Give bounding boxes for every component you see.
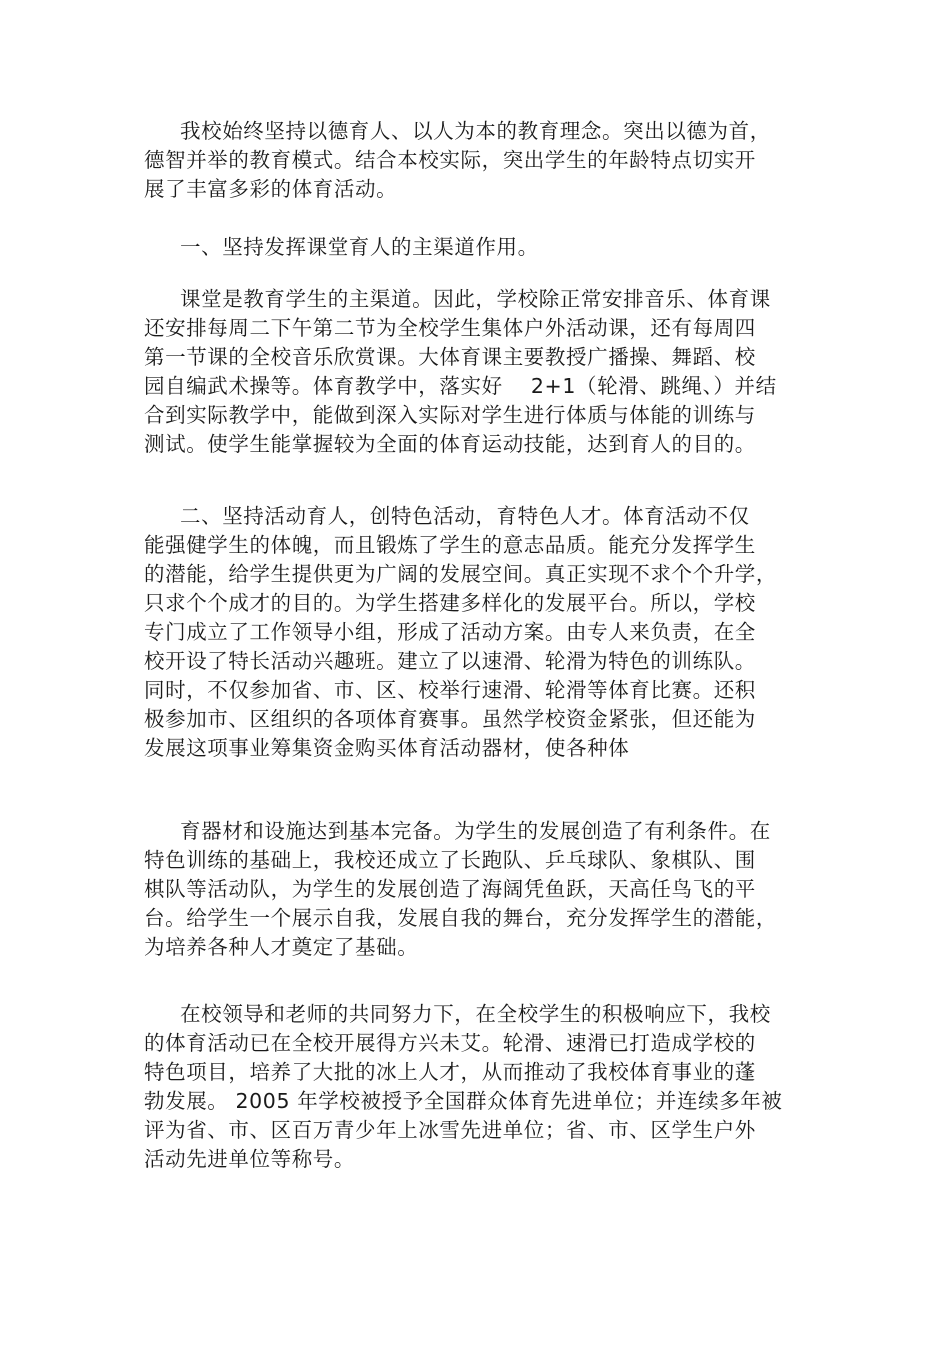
- text-line: 活动先进单位等称号。: [144, 1147, 355, 1171]
- text-line: 的潜能，给学生提供更为广阔的发展空间。真正实现不求个个升学，: [144, 562, 777, 586]
- text-line: 在校领导和老师的共同努力下，在全校学生的积极响应下，我校: [180, 1002, 771, 1026]
- text-line: 我校始终坚持以德育人、以人为本的教育理念。突出以德为首，: [180, 119, 771, 143]
- text-line: 发展这项事业筹集资金购买体育活动器材，使各种体: [144, 736, 630, 760]
- text-line: 课堂是教育学生的主渠道。因此，学校除正常安排音乐、体育课: [180, 287, 771, 311]
- text-line: 校开设了特长活动兴趣班。建立了以速滑、轮滑为特色的训练队。: [144, 649, 756, 673]
- text-line: 德智并举的教育模式。结合本校实际，突出学生的年龄特点切实开: [144, 148, 756, 172]
- text-line: 为培养各种人才奠定了基础。: [144, 935, 419, 959]
- text-line: 展了丰富多彩的体育活动。: [144, 177, 398, 201]
- paragraph-achievements: [144, 1000, 783, 1174]
- text-line: 测试。使学生能掌握较为全面的体育运动技能，达到育人的目的。: [144, 432, 756, 456]
- text-line: 第一节课的全校音乐欣赏课。大体育课主要教授广播操、舞蹈、校: [144, 345, 756, 369]
- paragraph-classroom: [144, 285, 777, 459]
- text-line: 特色训练的基础上，我校还成立了长跑队、乒乓球队、象棋队、围: [144, 848, 756, 872]
- text-line: 一、坚持发挥课堂育人的主渠道作用。: [180, 235, 539, 259]
- text-line: 专门成立了工作领导小组，形成了活动方案。由专人来负责，在全: [144, 620, 756, 644]
- section-heading-1: [144, 233, 539, 262]
- text-line: 只求个个成才的目的。为学生搭建多样化的发展平台。所以，学校: [144, 591, 756, 615]
- text-line: 合到实际教学中，能做到深入实际对学生进行体质与体能的训练与: [144, 403, 756, 427]
- text-line: 园自编武术操等。体育教学中，落实好 2+1（轮滑、跳绳、）并结: [144, 374, 777, 398]
- text-line: 育器材和设施达到基本完备。为学生的发展创造了有利条件。在: [180, 819, 771, 843]
- text-line: 极参加市、区组织的各项体育赛事。虽然学校资金紧张，但还能为: [144, 707, 756, 731]
- text-line: 勃发展。 2005 年学校被授予全国群众体育先进单位；并连续多年被: [144, 1089, 783, 1113]
- text-line: 特色项目，培养了大批的冰上人才，从而推动了我校体育事业的蓬: [144, 1060, 756, 1084]
- text-line: 能强健学生的体魄，而且锻炼了学生的意志品质。能充分发挥学生: [144, 533, 756, 557]
- text-line: 还安排每周二下午第二节为全校学生集体户外活动课，还有每周四: [144, 316, 756, 340]
- text-line: 棋队等活动队，为学生的发展创造了海阔凭鱼跃，天高任鸟飞的平: [144, 877, 756, 901]
- paragraph-intro: [144, 117, 771, 204]
- text-line: 评为省、市、区百万青少年上冰雪先进单位；省、市、区学生户外: [144, 1118, 756, 1142]
- text-line: 二、坚持活动育人，创特色活动，育特色人才。体育活动不仅: [180, 504, 750, 528]
- text-line: 的体育活动已在全校开展得方兴未艾。轮滑、速滑已打造成学校的: [144, 1031, 756, 1055]
- text-line: 台。给学生一个展示自我，发展自我的舞台，充分发挥学生的潜能，: [144, 906, 777, 930]
- paragraph-activities: [144, 502, 777, 763]
- text-line: 同时，不仅参加省、市、区、校举行速滑、轮滑等体育比赛。还积: [144, 678, 756, 702]
- paragraph-facilities: [144, 817, 777, 962]
